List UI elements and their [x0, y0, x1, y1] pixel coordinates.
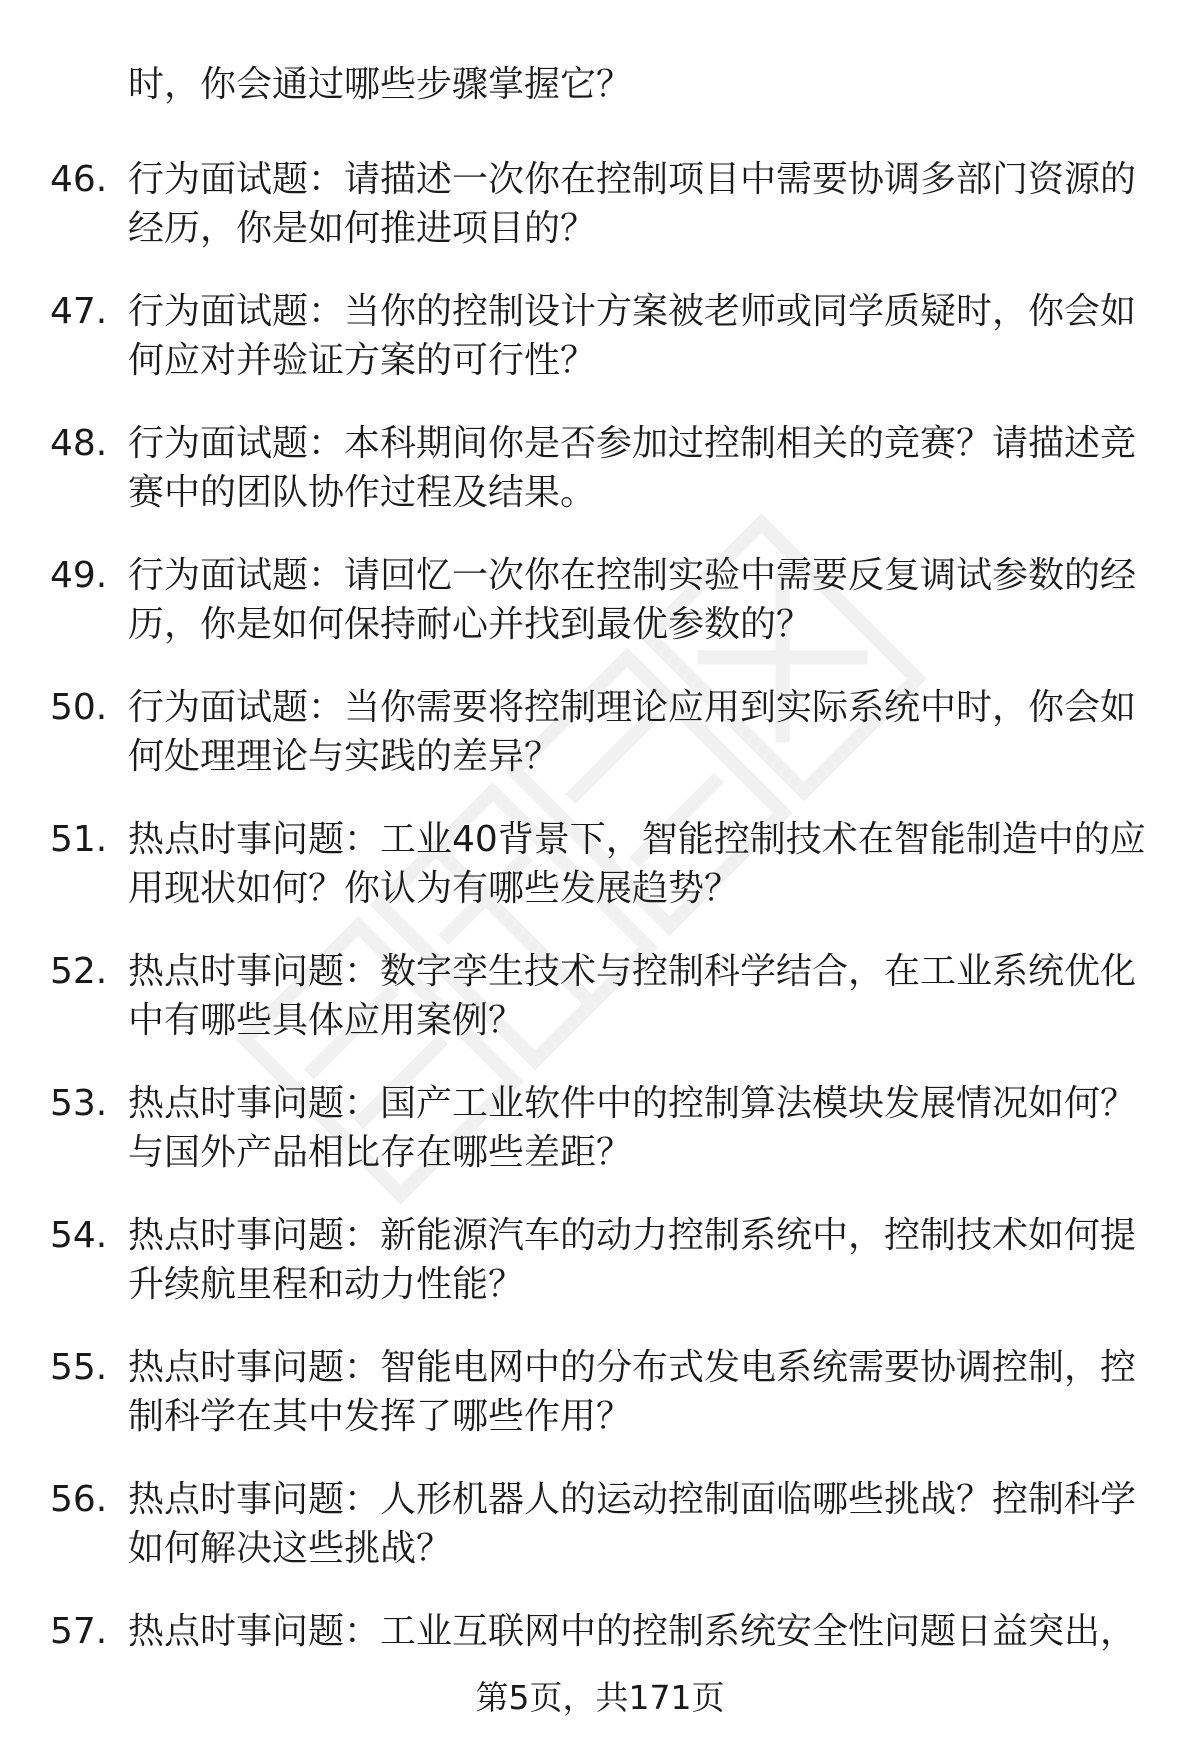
question-number: 47.	[50, 291, 108, 332]
question-number: 51.	[50, 819, 108, 860]
question-number: 55.	[50, 1347, 108, 1388]
question-number: 50.	[50, 687, 108, 728]
question-text-line2: 中有哪些具体应用案例？	[128, 1000, 525, 1041]
question-number: 48.	[50, 423, 108, 464]
list-item	[0, 419, 1200, 551]
question-text-line2: 制科学在其中发挥了哪些作用？	[128, 1396, 633, 1437]
list-item	[0, 947, 1200, 1079]
question-text-line1: 热点时事问题：工业40背景下，智能控制技术在智能制造中的应	[128, 819, 1146, 860]
page-footer: 第5页，共171页	[475, 1678, 725, 1717]
question-number: 54.	[50, 1215, 108, 1256]
list-item	[0, 155, 1200, 287]
question-text-line1: 行为面试题：请描述一次你在控制项目中需要协调多部门资源的	[128, 159, 1137, 200]
question-text-line2: 升续航里程和动力性能？	[128, 1264, 525, 1305]
list-item	[0, 287, 1200, 419]
question-text-line2: 经历，你是如何推进项目的？	[128, 208, 597, 249]
question-text-line2: 历，你是如何保持耐心并找到最优参数的？	[128, 604, 813, 645]
question-number: 46.	[50, 159, 108, 200]
list-item	[0, 683, 1200, 815]
list-item	[0, 551, 1200, 683]
question-text-line1: 热点时事问题：工业互联网中的控制系统安全性问题日益突出，	[128, 1611, 1137, 1652]
question-number: 57.	[50, 1611, 108, 1652]
list-item	[0, 1343, 1200, 1475]
question-text-line1: 行为面试题：请回忆一次你在控制实验中需要反复调试参数的经	[128, 555, 1137, 596]
question-number: 49.	[50, 555, 108, 596]
continuation-text: 时，你会通过哪些步骤掌握它？	[128, 64, 633, 105]
question-number: 52.	[50, 951, 108, 992]
question-text-line2: 何处理理论与实践的差异？	[128, 736, 561, 777]
question-text-line2: 赛中的团队协作过程及结果。	[128, 472, 597, 513]
list-item	[0, 815, 1200, 947]
question-text-line1: 热点时事问题：智能电网中的分布式发电系统需要协调控制，控	[128, 1347, 1137, 1388]
question-text-line1: 行为面试题：当你需要将控制理论应用到实际系统中时，你会如	[128, 687, 1137, 728]
list-item	[0, 1475, 1200, 1607]
question-text-line1: 热点时事问题：人形机器人的运动控制面临哪些挑战？控制科学	[128, 1479, 1137, 1520]
question-text-line1: 热点时事问题：数字孪生技术与控制科学结合，在工业系统优化	[128, 951, 1137, 992]
question-text-line2: 与国外产品相比存在哪些差距？	[128, 1132, 633, 1173]
list-item	[0, 1079, 1200, 1211]
question-text-line1: 行为面试题：本科期间你是否参加过控制相关的竞赛？请描述竞	[128, 423, 1137, 464]
question-text-line1: 热点时事问题：新能源汽车的动力控制系统中，控制技术如何提	[128, 1215, 1137, 1256]
question-text-line2: 何应对并验证方案的可行性？	[128, 340, 597, 381]
list-item	[0, 1211, 1200, 1343]
question-text-line1: 热点时事问题：国产工业软件中的控制算法模块发展情况如何？	[128, 1083, 1137, 1124]
question-list	[0, 155, 1200, 1739]
question-number: 56.	[50, 1479, 108, 1520]
question-number: 53.	[50, 1083, 108, 1124]
question-text-line1: 行为面试题：当你的控制设计方案被老师或同学质疑时，你会如	[128, 291, 1137, 332]
question-text-line2: 如何解决这些挑战？	[128, 1528, 453, 1569]
question-text-line2: 用现状如何？你认为有哪些发展趋势？	[128, 868, 741, 909]
